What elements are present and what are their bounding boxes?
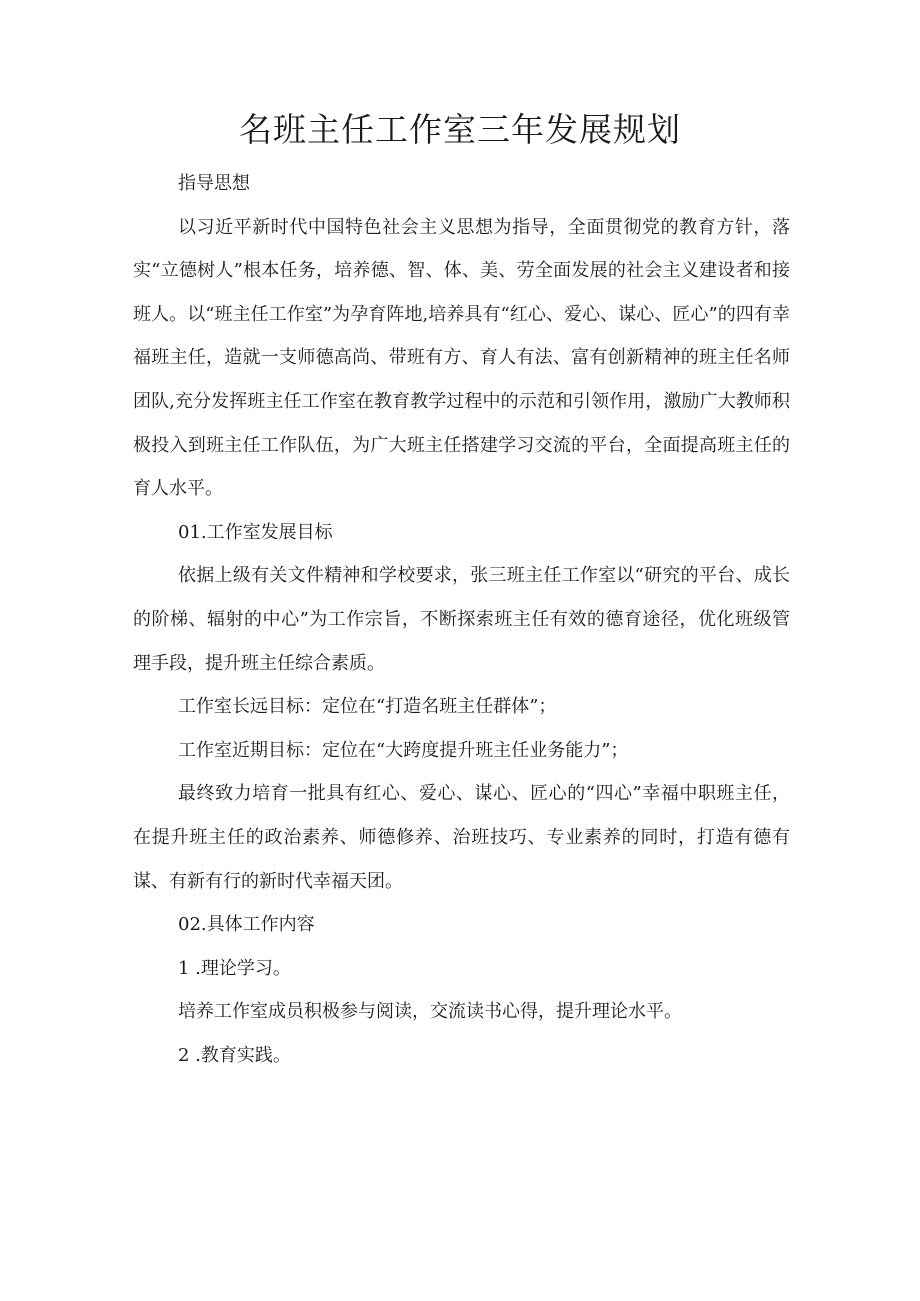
section-heading-development-goals: 01.工作室发展目标 [178,521,333,543]
section-heading-work-content: 02.具体工作内容 [178,914,315,936]
list-item-theory-study: 1 .理论学习。 [178,957,291,979]
paragraph-theory-study: 培养工作室成员积极参与阅读，交流读书心得，提升理论水平。 [178,1001,682,1023]
paragraph-long-term-goal: 工作室长远目标：定位在“打造名班主任群体”； [178,696,557,718]
section-heading-guiding-ideology: 指导思想 [178,173,250,194]
paragraph-ultimate-goal: 最终致力培育一批具有红心、爱心、谋心、匠心的“四心”幸福中职班主任，在提升班主任的政治素养、师德修养、治班技巧、专业素养的同时，打造有德有谋、有新有行的新时代幸福天团。 [133,783,790,892]
document-title: 名班主任工作室三年发展规划 [239,110,681,149]
list-item-education-practice: 2 .教育实践。 [178,1044,291,1066]
paragraph-development-goals: 依据上级有关文件精神和学校要求，张三班主任工作室以“研究的平台、成长的阶梯、辐射的中心”为工作宗旨，不断探索班主任有效的德育途径，优化班级管理手段，提升班主任综合素质。 [133,565,790,674]
document-body [133,162,790,1077]
paragraph-short-term-goal: 工作室近期目标：定位在“大跨度提升班主任业务能力”； [178,739,629,761]
paragraph-guiding-ideology: 以习近平新时代中国特色社会主义思想为指导，全面贯彻党的教育方针，落实“立德树人”根本任务，培养德、智、体、美、劳全面发展的社会主义建设者和接班人。以“班主任工作室”为孕育阵地,培养具有“红心、爱心、谋心、匠心”的四有幸福班主任，造就一支师德高尚、带班有方、育人有法、富有创新精神的班主任名师团队,充分发挥班主任工作室在教育教学过程中的示范和引领作用，激励广大教师积极投入到班主任工作队伍，为广大班主任搭建学习交流的平台，全面提高班主任的育人水平。 [133,216,790,500]
